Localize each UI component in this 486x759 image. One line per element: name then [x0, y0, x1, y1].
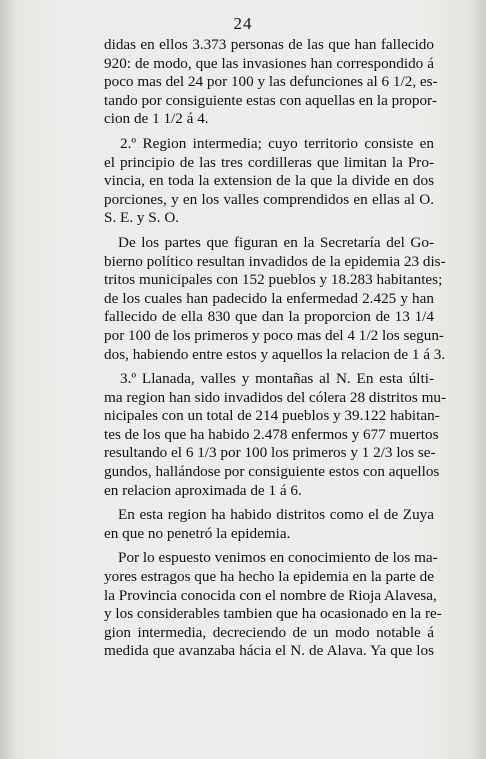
body-text: [104, 36, 447, 661]
text-line: De los partes que figuran en la Secretaría del Go-: [118, 233, 434, 251]
text-line: bierno político resultan invadidos de la epidemia 23 dis-: [104, 252, 446, 270]
text-line: porciones, y en los valles comprendidos en ellas al O.: [104, 190, 434, 208]
text-line: yores estragos que ha hecho la epidemia en la parte de: [104, 568, 434, 586]
text-line: tritos municipales con 152 pueblos y 18.283 habitantes;: [104, 271, 443, 289]
page-number: 24: [233, 14, 253, 33]
text-line: la Provincia conocida con el nombre de Rioja Alavesa,: [104, 586, 437, 604]
text-line: 2.º Region intermedia; cuyo territorio consiste en: [120, 134, 434, 152]
paragraph-2: [104, 135, 434, 228]
text-line: fallecido de ella 830 que dan la proporcion de 13 1/4: [104, 308, 434, 326]
text-line: resultando el 6 1/3 por 100 los primeros y 1 2/3 los se-: [104, 444, 436, 462]
text-line: 920: de modo, que las invasiones han correspondido á: [104, 54, 434, 72]
text-line: poco mas del 24 por 100 y las defunciones al 6 1/2, es-: [104, 73, 438, 91]
text-line: y los considerables tambien que ha ocasionado en la re-: [104, 605, 442, 623]
text-line: didas en ellos 3.373 personas de las que han fallecido: [104, 36, 434, 53]
text-line: 3.º Llanada, valles y montañas al N. En esta últi-: [120, 370, 434, 388]
text-line: S. E. y S. O.: [104, 209, 180, 227]
text-line: por 100 de los primeros y poco mas del 4 1/2 los segun-: [104, 326, 444, 344]
paragraph-6: [104, 549, 442, 661]
text-line: cion de 1 1/2 á 4.: [104, 110, 209, 128]
paragraph-3: [104, 233, 446, 364]
text-line: medida que avanzaba hácia el N. de Alava. Ya que los: [104, 642, 434, 660]
text-line: tes de los que ha habido 2.478 enfermos y 677 muertos: [104, 425, 439, 443]
text-line: tando por consiguiente estas con aquellas en la propor-: [104, 91, 437, 109]
paragraph-4: [104, 370, 447, 500]
text-line: En esta region ha habido distritos como el de Zuya: [118, 506, 434, 524]
text-line: de los cuales han padecido la enfermedad 2.425 y han: [104, 289, 434, 307]
text-line: en relacion aproximada de 1 á 6.: [104, 481, 302, 499]
text-line: nicipales con un total de 214 pueblos y 39.122 habitan-: [104, 407, 440, 425]
paragraph-1: [104, 36, 438, 129]
text-line: dos, habiendo entre estos y aquellos la relacion de 1 á 3.: [104, 345, 446, 363]
text-line: en que no penetró la epidemia.: [104, 524, 291, 542]
text-line: gundos, hallándose por consiguiente estos con aquellos: [104, 463, 440, 481]
paragraph-5: [104, 506, 434, 543]
text-line: Por lo espuesto venimos en conocimiento de los ma-: [118, 549, 438, 567]
text-line: gion intermedia, decreciendo de un modo notable á: [104, 623, 434, 641]
text-line: vincia, en toda la extension de la que la divide en dos: [104, 172, 434, 190]
text-line: ma region han sido invadidos del cólera 28 distritos mu-: [104, 388, 447, 406]
text-line: el principio de las tres cordilleras que limitan la Pro-: [104, 153, 434, 171]
